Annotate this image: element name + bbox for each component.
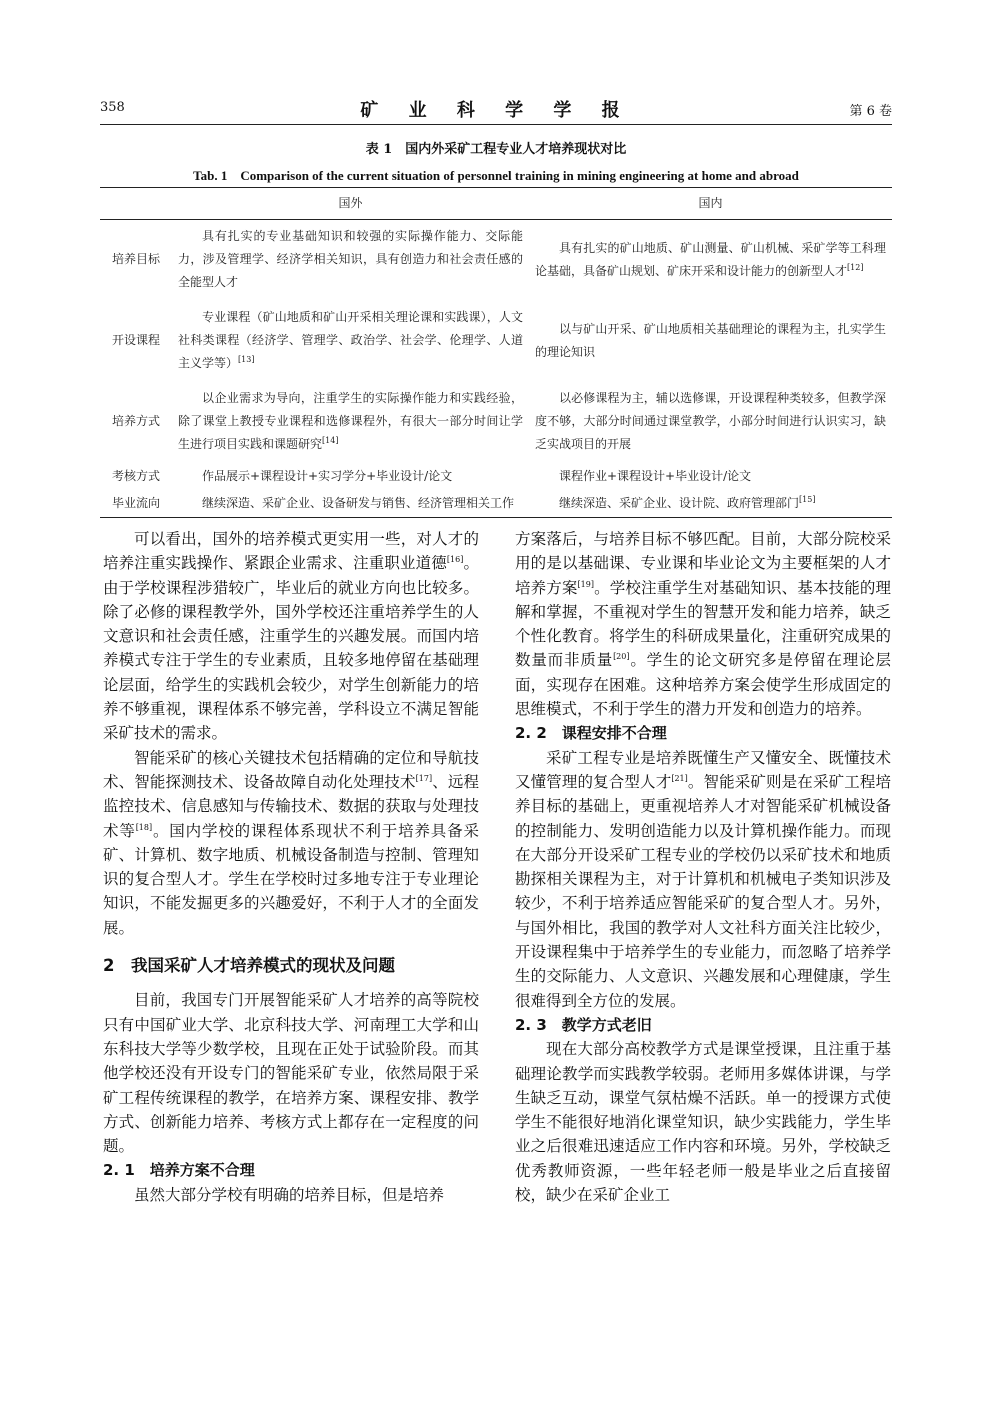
cell-text: 继续深造、采矿企业、设计院、政府管理部门 [559, 496, 800, 510]
foreign-cell [172, 382, 529, 463]
row-label: 毕业流向 [111, 496, 160, 510]
paragraph [515, 746, 891, 1013]
paragraph [103, 527, 479, 746]
left-column [103, 527, 479, 1207]
domestic-cell [529, 463, 892, 490]
cell-text: 具有扎实的矿山地质、矿山测量、矿山机械、采矿学等工科理论基础，具备矿山规划、矿床开采和设计能力的创新型人才 [535, 240, 886, 278]
text-run: 。学生的论文研究多是停留在理论层面，实现存在困难。这种培养方案会使学生形成固定的思维模式，不利于学生的潜力开发和创造力的培养。 [515, 651, 891, 719]
table-row [100, 301, 892, 382]
table-header-cell: 国外 [338, 196, 363, 210]
text-run: 采矿工程专业是培养既懂生产又懂安全、既懂技术又懂管理的复合型人才 [515, 748, 891, 791]
text-run: 。智能采矿则是在采矿工程培养目标的基础上，更重视培养人才对智能采矿机械设备的控制能力、发明创造能力以及计算机操作能力。而现在大部分开设采矿工程专业的学校仍以采矿技术和地质勘探相关课程为主，对于计算机和机械电子类知识涉及较少，不利于培养适应智能采矿的复合型人才。另外，与国外相比，我国的教学对人文社科方面关注比较少，开设课程集中于培养学生的专业能力，而忽略了培养学生的交际能力、人文意识、兴趣发展和心理健康，学生很难得到全方位的发展。 [515, 772, 891, 1010]
running-header [100, 96, 892, 122]
comparison-table [100, 187, 892, 518]
citation: [15] [799, 495, 816, 504]
cell-text: 专业课程（矿山地质和矿山开采相关理论课和实践课），人文社科类课程（经济学、管理学、政治学、社会学、伦理学、人道主义学等） [178, 310, 523, 370]
right-column [515, 527, 891, 1207]
citation: [21] [671, 773, 688, 783]
table-header-cell: 国内 [698, 196, 723, 210]
table-row [100, 382, 892, 463]
cell-text: 作品展示+课程设计+实习学分+毕业设计/论文 [202, 469, 453, 483]
citation: [18] [135, 822, 153, 832]
journal-title: 矿 业 科 学 学 报 [360, 100, 632, 121]
citation: [14] [322, 436, 339, 445]
row-label: 考核方式 [111, 469, 160, 483]
domestic-cell [529, 220, 892, 302]
header-rule [100, 124, 892, 125]
citation: [20] [613, 652, 630, 662]
volume-label: 第 6 卷 [849, 104, 892, 119]
table-row [100, 220, 892, 302]
subsection-heading: 2. 2 课程安排不合理 [515, 724, 667, 743]
citation: [17] [415, 773, 433, 783]
foreign-cell [172, 220, 529, 302]
paragraph [103, 746, 479, 940]
citation: [13] [238, 355, 255, 364]
paragraph: 虽然大部分学校有明确的培养目标，但是培养 [134, 1185, 445, 1204]
table-header-row [100, 188, 892, 220]
section-heading: 2 我国采矿人才培养模式的现状及问题 [103, 956, 395, 976]
text-run: 方案落后，与培养目标不够匹配。目前，大部分院校采用的是以基础课、专业课和毕业论文为主要框架的人才培养方案 [515, 530, 891, 597]
citation: [16] [446, 555, 464, 565]
foreign-cell [172, 301, 529, 382]
cell-text: 以必修课程为主，辅以选修课，开设课程种类较多，但教学深度不够，大部分时间通过课堂教学，小部分时间进行认识实习，缺乏实战项目的开展 [535, 391, 886, 451]
foreign-cell [172, 463, 529, 490]
cell-text: 课程作业+课程设计+毕业设计/论文 [559, 469, 752, 483]
text-run: 。由于学校课程涉猎较广，毕业后的就业方向也比较多。除了必修的课程教学外，国外学校还注重培养学生的人文意识和社会责任感，注重学生的兴趣发展。而国内培养模式专注于学生的专业素质，且较多地停留在基础理论层面，给学生的实践机会较少，对学生创新能力的培养不够重视，课程体系不够完善，学科设立不满足智能采矿技术的需求。 [103, 554, 479, 743]
page-number: 358 [100, 100, 125, 115]
paragraph: 目前，我国专门开展智能采矿人才培养的高等院校只有中国矿业大学、北京科技大学、河南理工大学和山东科技大学等少数学校，且现在正处于试验阶段。而其他学校还没有开设专门的智能采矿专业，依然局限于采矿工程传统课程的教学，在培养方案、课程安排、教学方式、创新能力培养、考核方式上都存在一定程度的问题。 [103, 991, 479, 1156]
row-label: 培养目标 [111, 252, 160, 266]
domestic-cell [529, 301, 892, 382]
paragraph [515, 527, 891, 721]
citation: [12] [847, 262, 864, 272]
text-run: 。国内学校的课程体系现状不利于培养具备采矿、计算机、数字地质、机械设备制造与控制、管理知识的复合型人才。学生在学校时过多地专注于专业理论知识，不能发掘更多的兴趣爱好，不利于人才的全面发展。 [103, 821, 479, 937]
table-caption-en: Tab. 1 Comparison of the current situation of personnel training in mining engineering at home and abroad [193, 168, 799, 183]
cell-text: 继续深造、采矿企业、设备研发与销售、经济管理相关工作 [202, 496, 515, 510]
table-header-cell [100, 188, 172, 220]
table-caption-cn: 表 1 国内外采矿工程专业人才培养现状对比 [365, 142, 627, 157]
table-row [100, 490, 892, 518]
domestic-cell [529, 382, 892, 463]
subsection-heading: 2. 1 培养方案不合理 [103, 1161, 255, 1180]
citation: [19] [577, 579, 594, 589]
text-run: 、远程监控技术、信息感知与传输技术、数据的获取与处理技术等 [103, 772, 479, 840]
text-run: 可以看出，国外的培养模式更实用一些，对人才的培养注重实践操作、紧跟企业需求、注重职业道德 [103, 530, 479, 573]
row-label: 培养方式 [111, 414, 160, 428]
foreign-cell [172, 490, 529, 518]
row-label: 开设课程 [111, 333, 160, 347]
domestic-cell [529, 490, 892, 518]
text-run: 。学校注重学生对基础知识、基本技能的理解和掌握，不重视对学生的智慧开发和能力培养，缺乏个性化教育。将学生的科研成果量化，注重研究成果的数量而非质量 [515, 578, 891, 670]
cell-text: 以企业需求为导向，注重学生的实际操作能力和实践经验，除了课堂上教授专业课程和选修课程外，有很大一部分时间让学生进行项目实践和课题研究 [178, 391, 523, 451]
text-run: 智能采矿的核心关键技术包括精确的定位和导航技术、智能探测技术、设备故障自动化处理技术 [103, 748, 479, 791]
cell-text: 具有扎实的专业基础知识和较强的实际操作能力、交际能力，涉及管理学、经济学相关知识，具有创造力和社会责任感的全能型人才 [178, 229, 523, 289]
paragraph: 现在大部分高校教学方式是课堂授课，且注重于基础理论教学而实践教学较弱。老师用多媒体讲课，与学生缺乏互动，课堂气氛枯燥不活跃。单一的授课方式使学生不能很好地消化课堂知识，缺少实践能力，学生毕业之后很难迅速适应工作内容和环境。另外，学校缺乏优秀教师资源，一些年轻老师一般是毕业之后直接留校，缺少在采矿企业工 [515, 1040, 891, 1205]
table-row [100, 463, 892, 490]
cell-text: 以与矿山开采、矿山地质相关基础理论的课程为主，扎实学生的理论知识 [535, 321, 886, 359]
subsection-heading: 2. 3 教学方式老旧 [515, 1015, 652, 1034]
